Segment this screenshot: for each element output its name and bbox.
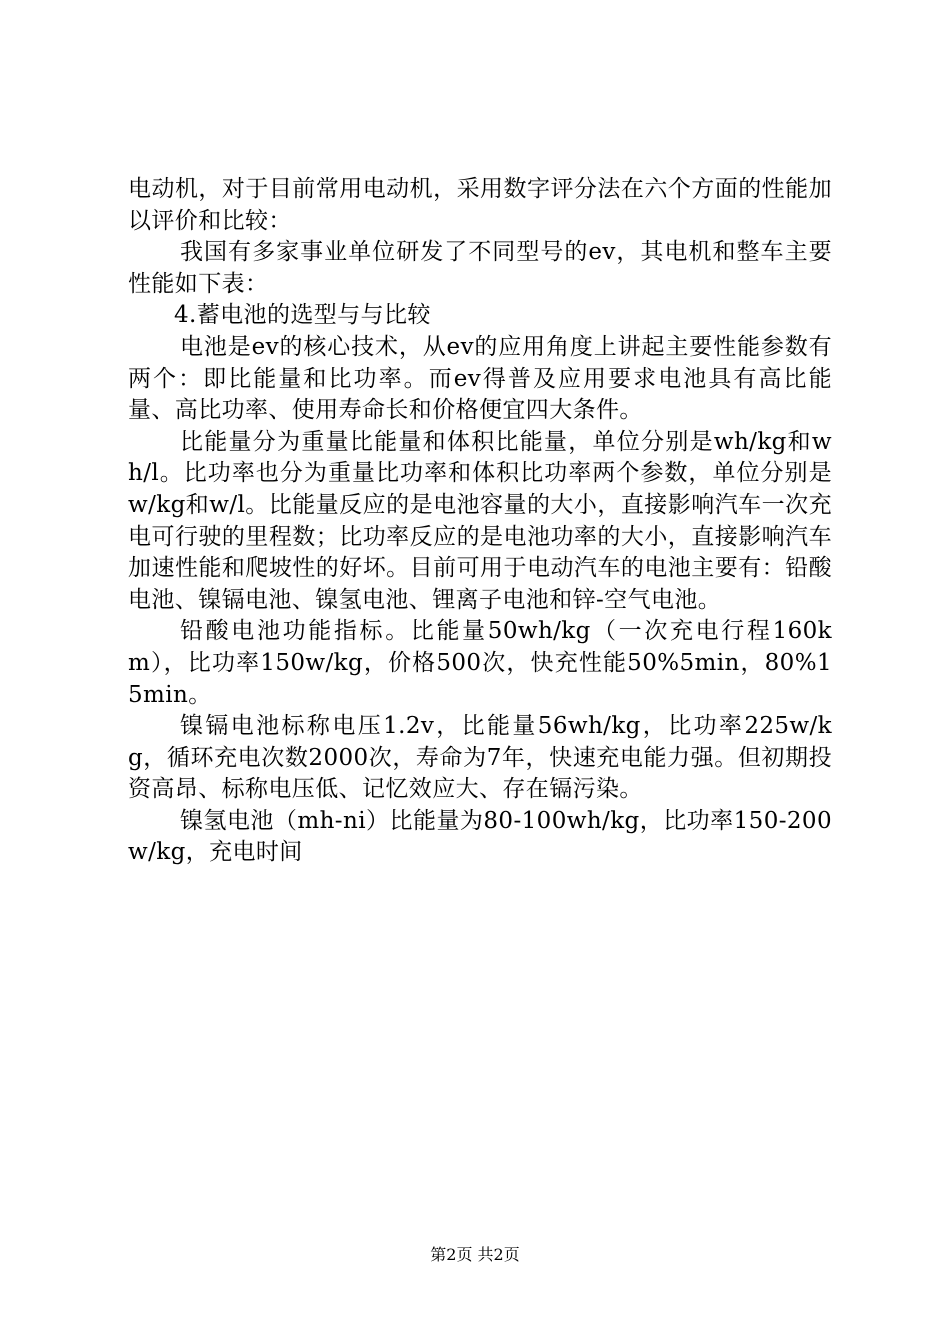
- document-body: [128, 174, 832, 869]
- section-heading-battery-selection: 4.蓄电池的选型与与比较: [174, 302, 431, 329]
- paragraph-ev-research: 我国有多家事业单位研发了不同型号的ev，其电机和整车主要性能如下表：: [128, 239, 832, 297]
- paragraph-lead-acid: 铅酸电池功能指标。比能量50wh/kg（一次充电行程160km），比功率150w/kg，价格500次，快充性能50%5min，80%15min。: [128, 618, 832, 708]
- paragraph-battery-core-tech: 电池是ev的核心技术，从ev的应用角度上讲起主要性能参数有两个：即比能量和比功率。而ev得普及应用要求电池具有高比能量、高比功率、使用寿命长和价格便宜四大条件。: [128, 333, 832, 424]
- paragraph-motor-evaluation: 电动机，对于目前常用电动机，采用数字评分法在六个方面的性能加以评价和比较：: [128, 176, 832, 234]
- page-footer: 第2页 共2页: [430, 1245, 520, 1264]
- paragraph-nickel-cadmium: 镍镉电池标称电压1.2v，比能量56wh/kg，比功率225w/kg，循环充电次数2000次，寿命为7年，快速充电能力强。但初期投资高昂、标称电压低、记忆效应大、存在镉污染。: [128, 713, 832, 803]
- paragraph-nickel-metal-hydride: 镍氢电池（mh-ni）比能量为80-100wh/kg，比功率150-200w/kg，充电时间: [128, 807, 832, 866]
- paragraph-specific-energy: 比能量分为重量比能量和体积比能量，单位分别是wh/kg和wh/l。比功率也分为重量比功率和体积比功率两个参数，单位分别是w/kg和w/l。比能量反应的是电池容量的大小，直接影响汽车一次充电可行驶的里程数；比功率反应的是电池功率的大小，直接影响汽车加速性能和爬坡性的好坏。目前可用于电动汽车的电池主要有：铅酸电池、镍镉电池、镍氢电池、锂离子电池和锌-空气电池。: [128, 428, 832, 613]
